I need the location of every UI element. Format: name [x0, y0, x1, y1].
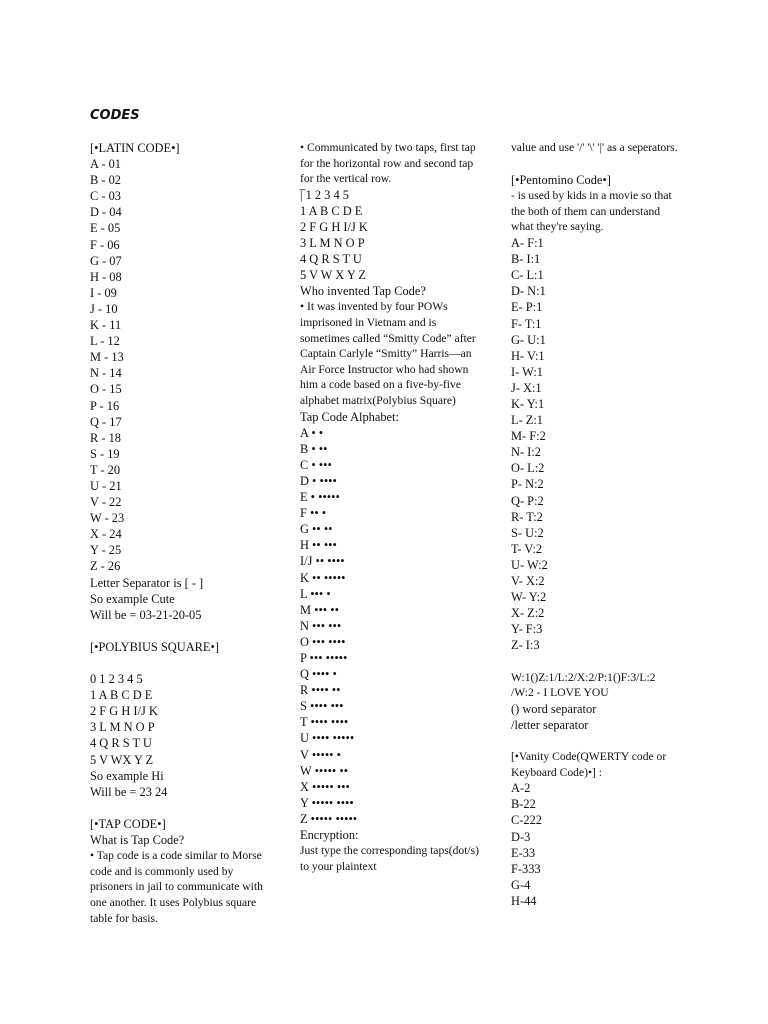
text-line: K •• ••••• [300, 570, 346, 585]
text-line: Tap Code Alphabet: [300, 409, 399, 424]
text-line: 4 Q R S T U [300, 252, 362, 267]
text-line: Y - 25 [90, 543, 122, 558]
text-line: Q - 17 [90, 414, 122, 429]
text-line: Q •••• • [300, 667, 337, 682]
text-line: F •• • [300, 506, 327, 521]
text-line: N- I:2 [511, 445, 541, 460]
text-line: M- F:2 [511, 429, 546, 444]
text-line: J- X:1 [511, 380, 542, 395]
text-line: Z- I:3 [511, 638, 540, 653]
text-line: D - 04 [90, 205, 122, 220]
text-line: [•POLYBIUS SQUARE•] [90, 639, 219, 654]
text-line: F- T:1 [511, 316, 542, 331]
text-line: B-22 [511, 797, 536, 812]
text-line: A-2 [511, 781, 531, 796]
text-line [511, 733, 681, 749]
text-line: T- V:2 [511, 541, 543, 556]
text-line: V - 22 [90, 495, 122, 510]
text-line: D • •••• [300, 473, 337, 488]
text-line: G - 07 [90, 253, 122, 268]
text-line: • Communicated by two taps, first tap for the horizontal row and second tap for the vertical row. [300, 141, 476, 186]
text-line: So example Hi [90, 768, 164, 783]
text-line: I- W:1 [511, 364, 543, 379]
text-line: C-222 [511, 813, 542, 828]
text-line: W- Y:2 [511, 590, 547, 605]
text-line: D- N:1 [511, 284, 546, 299]
text-line: O- L:2 [511, 461, 545, 476]
text-line: • It was invented by four POWs imprisoned in Vietnam and is sometimes called “Smitty Code” after Captain Carlyle “Smitty” Harris—an Air Force Instructor who had shown him a code based on a five-by-five alphabet matrix(Polybius Square) [300, 300, 476, 407]
text-line: C- L:1 [511, 268, 544, 283]
page-title: CODES [90, 108, 140, 123]
text-line: K- Y:1 [511, 397, 545, 411]
text-line: E- P:1 [511, 300, 543, 315]
text-line: 3 L M N O P [300, 236, 365, 251]
text-line: W:1()Z:1/L:2/X:2/P:1()F:3/L:2 /W:2 - I LOVE YOU [511, 670, 656, 700]
text-line: R - 18 [90, 430, 121, 445]
text-line: [•Pentomino Code•] [511, 173, 611, 188]
text-line: C • ••• [300, 457, 332, 472]
text-line: 5 V W X Y Z [300, 268, 366, 283]
text-line: [•Vanity Code(QWERTY code or Keyboard Code)•] : [511, 750, 667, 779]
text-line: G •• •• [300, 522, 333, 537]
text-line: 4 Q R S T U [90, 736, 152, 751]
text-line: G- U:1 [511, 332, 546, 347]
text-line: 5 V WX Y Z [90, 752, 154, 767]
text-line: B - 02 [90, 173, 121, 188]
text-line: K - 11 [90, 318, 122, 333]
text-line: • Tap code is a code similar to Morse code and is commonly used by prisoners in jail to communicate with one another. It uses Polybius square table for basis. [90, 849, 263, 925]
text-line: B • •• [300, 441, 328, 456]
text-line: Z ••••• ••••• [300, 811, 358, 826]
text-line: N ••• ••• [300, 618, 342, 633]
text-line: N - 14 [90, 366, 122, 381]
text-line: V- X:2 [511, 574, 545, 589]
text-line [90, 655, 275, 671]
text-line: 0 1 2 3 4 5 [90, 672, 143, 687]
text-line: L - 12 [90, 334, 120, 349]
text-line: Y- F:3 [511, 622, 543, 637]
text-line: M - 13 [90, 350, 124, 365]
text-line: I - 09 [90, 285, 117, 300]
text-line: U - 21 [90, 478, 122, 493]
text-line: T - 20 [90, 462, 121, 477]
text-line: X ••••• ••• [300, 779, 350, 794]
text-line: 2 F G H I/J K [300, 219, 368, 234]
text-line: O - 15 [90, 382, 122, 397]
text-line: E-33 [511, 845, 536, 860]
text-line: |̅ 1 2 3 4 5 [300, 187, 349, 202]
text-line: /letter separator [511, 717, 589, 732]
text-line: Letter Separator is [ - ] [90, 575, 204, 590]
text-line: Will be = 03-21-20-05 [90, 607, 202, 622]
text-line: Just type the corresponding taps(dot/s) to your plaintext [300, 844, 480, 873]
text-line: R- T:2 [511, 509, 543, 524]
text-line: P ••• ••••• [300, 651, 348, 665]
text-line: H - 08 [90, 269, 122, 284]
text-line: Z - 26 [90, 559, 121, 574]
text-line: M ••• •• [300, 602, 339, 617]
text-line: Will be = 23 24 [90, 784, 168, 799]
text-line: H •• ••• [300, 538, 337, 553]
text-line: P - 16 [90, 398, 120, 413]
text-line: F-333 [511, 861, 541, 876]
text-line: X- Z:2 [511, 606, 545, 621]
text-line: I/J •• •••• [300, 554, 345, 569]
text-line: L ••• • [300, 586, 331, 601]
text-line: A - 01 [90, 157, 121, 172]
text-line: B- I:1 [511, 252, 541, 267]
text-line: E • ••••• [300, 490, 340, 505]
text-line: W ••••• •• [300, 763, 349, 778]
text-line: A • • [300, 425, 324, 440]
text-line: D-3 [511, 829, 531, 844]
text-line: value and use '/' '\' '|' as a seperators. [511, 141, 678, 154]
text-line: V ••••• • [300, 747, 341, 762]
text-line: A- F:1 [511, 236, 544, 251]
text-line: Who invented Tap Code? [300, 284, 426, 299]
text-line: U •••• ••••• [300, 731, 355, 746]
text-line [511, 654, 681, 670]
text-line: Q- P:2 [511, 493, 544, 508]
text-line: L- Z:1 [511, 413, 543, 428]
text-line [90, 800, 275, 816]
text-line: [•LATIN CODE•] [90, 141, 180, 155]
text-line: W - 23 [90, 511, 125, 526]
text-line: S - 19 [90, 446, 120, 461]
text-line: [•TAP CODE•] [90, 816, 166, 831]
text-line: So example Cute [90, 591, 175, 606]
text-line: S- U:2 [511, 525, 544, 540]
column-3 [511, 140, 681, 909]
text-line: X - 24 [90, 527, 122, 542]
column-1 [90, 140, 275, 926]
text-line: () word separator [511, 701, 597, 716]
text-line: H- V:1 [511, 348, 545, 363]
text-line: E - 05 [90, 221, 121, 236]
text-line: - is used by kids in a movie so that the both of them can understand what they're saying. [511, 189, 672, 234]
column-2 [300, 140, 485, 874]
text-line: Y ••••• •••• [300, 795, 354, 810]
text-line: J - 10 [90, 301, 118, 316]
text-line: 2 F G H I/J K [90, 704, 158, 719]
text-line: H-44 [511, 893, 537, 908]
text-line: R •••• •• [300, 683, 341, 698]
text-line: 1 A B C D E [300, 203, 363, 218]
text-line: What is Tap Code? [90, 833, 185, 848]
text-line [511, 156, 681, 172]
text-line: S •••• ••• [300, 699, 344, 714]
text-line: P- N:2 [511, 477, 544, 492]
text-line: C - 03 [90, 189, 121, 204]
text-line: O ••• •••• [300, 634, 346, 649]
text-line [90, 623, 275, 639]
text-line: G-4 [511, 877, 531, 892]
text-line: 3 L M N O P [90, 720, 155, 735]
text-line: 1 A B C D E [90, 688, 153, 703]
text-line: F - 06 [90, 237, 120, 252]
text-line: U- W:2 [511, 557, 548, 572]
text-line: T •••• •••• [300, 715, 349, 730]
text-line: Encryption: [300, 828, 359, 843]
